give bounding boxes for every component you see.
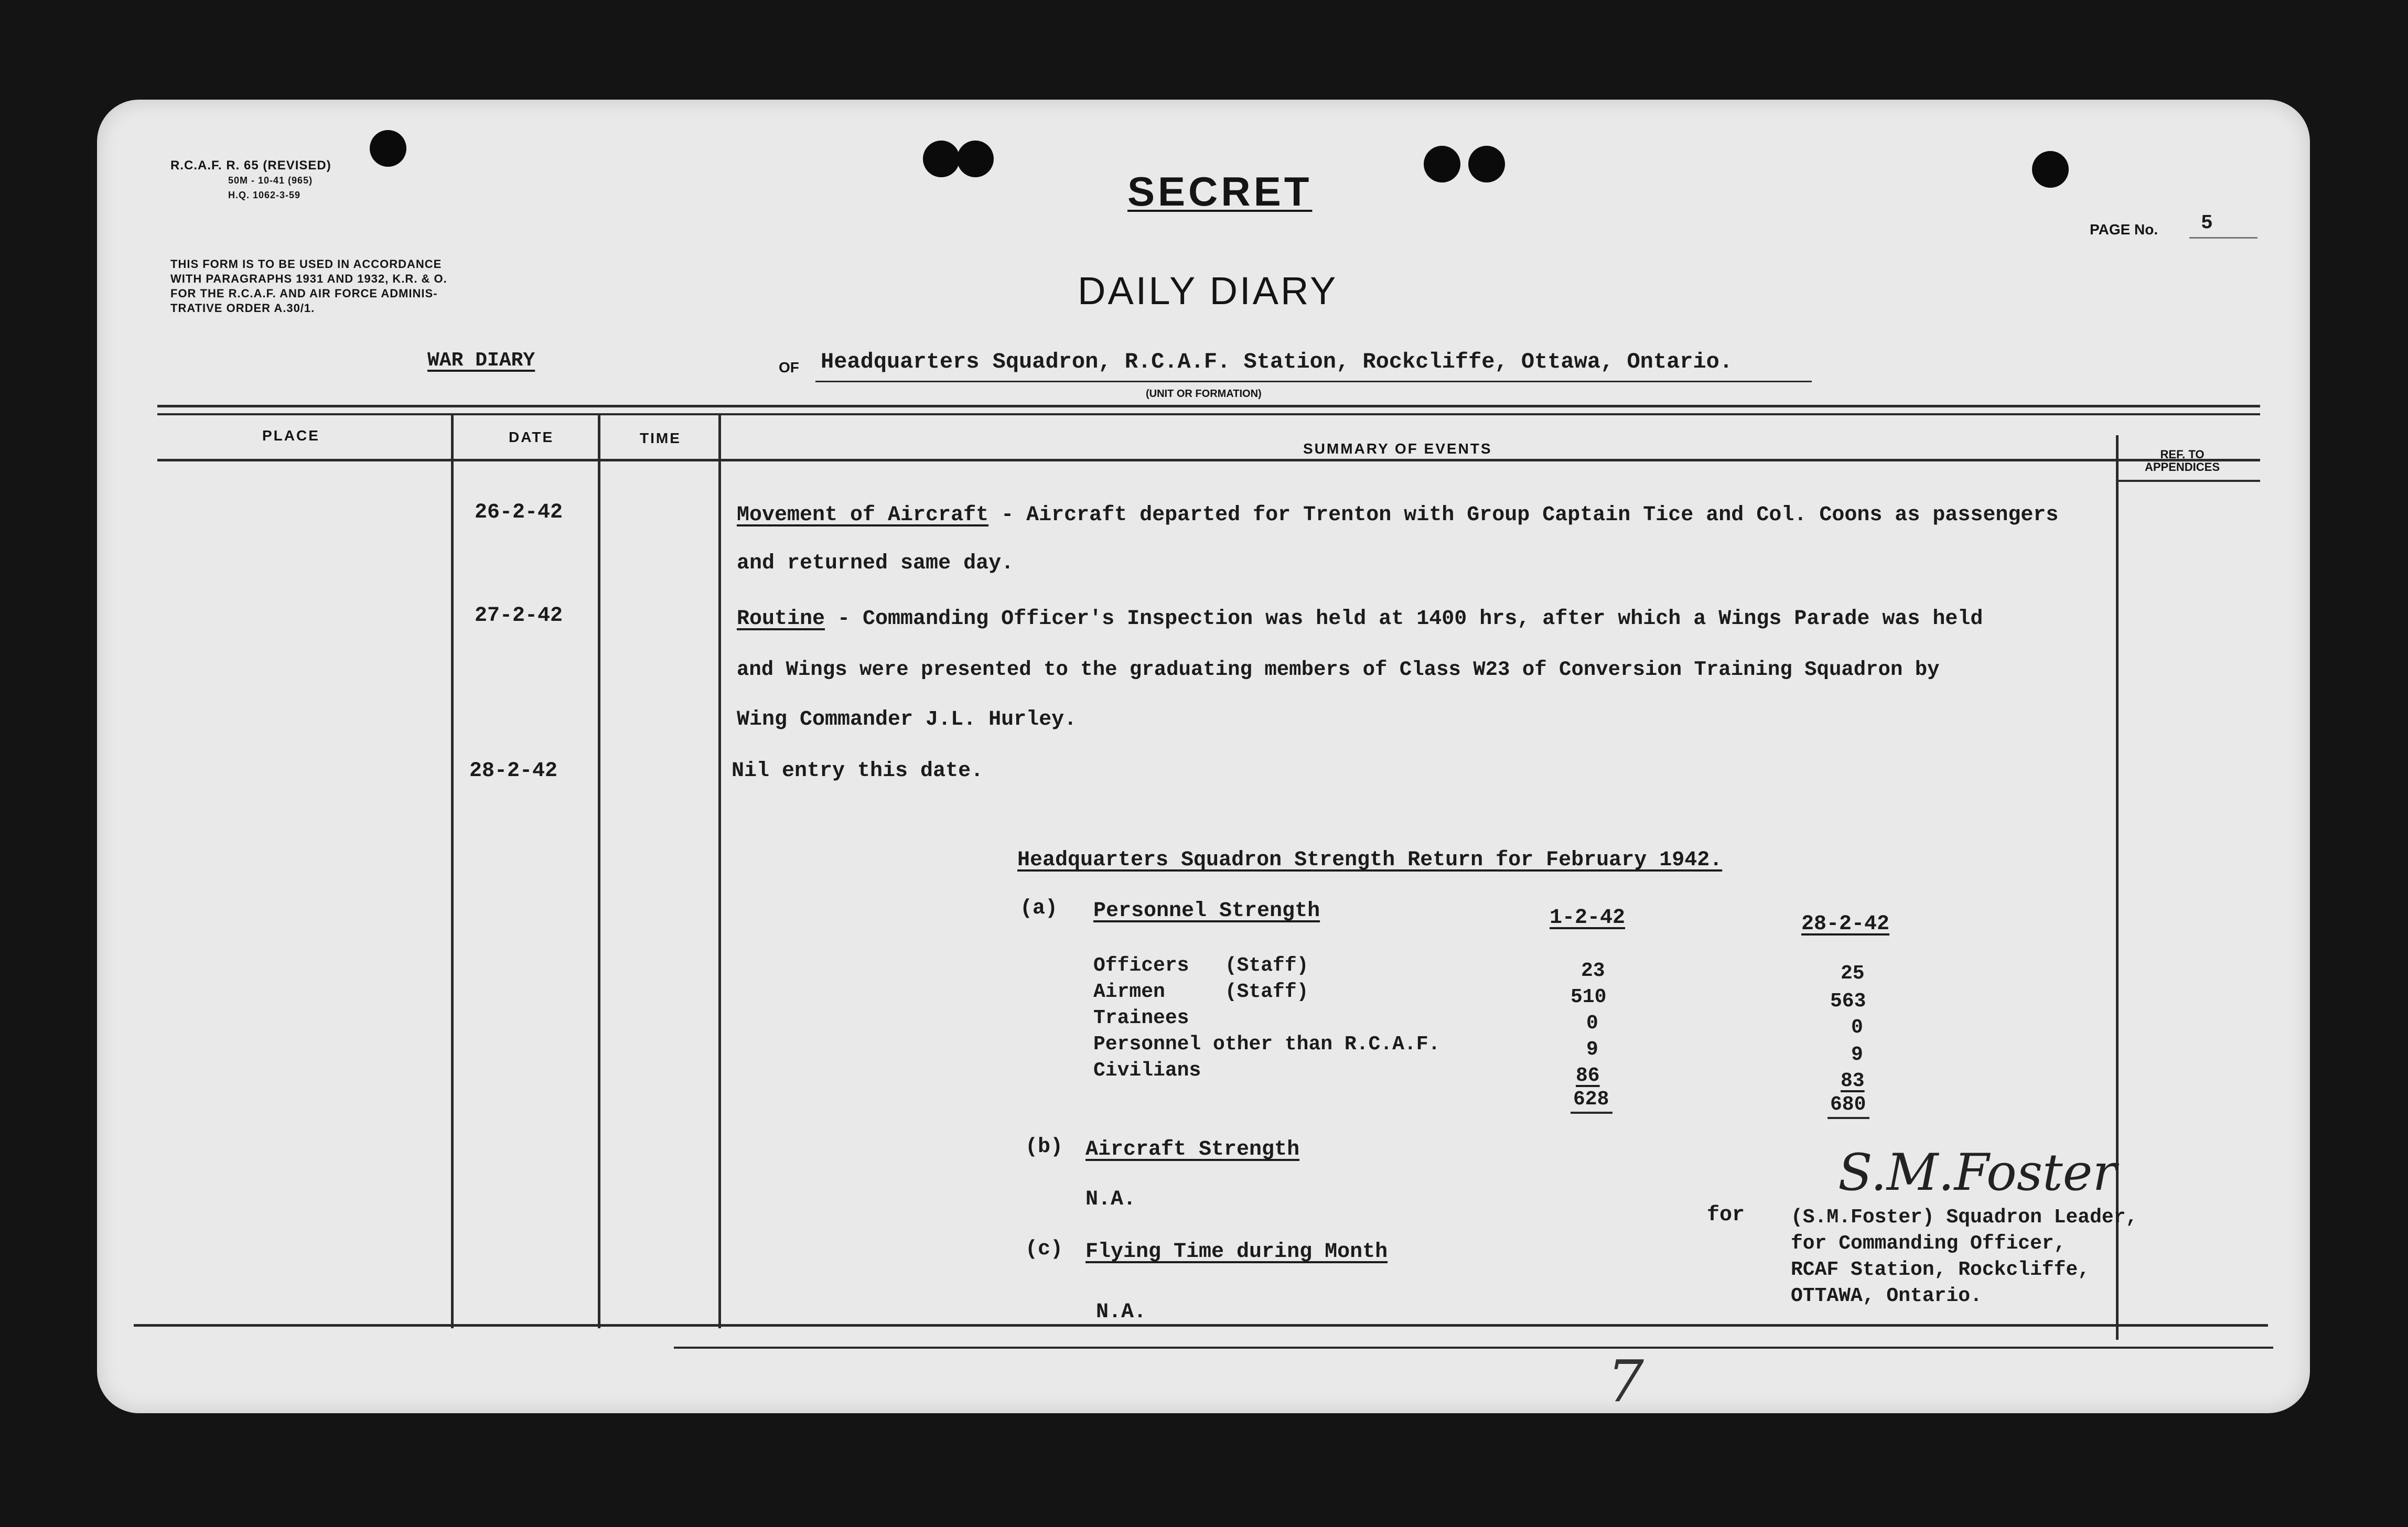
punch-hole: [370, 130, 406, 167]
section-c-heading: Flying Time during Month: [1085, 1240, 1388, 1264]
classification-label: SECRET: [1127, 168, 1313, 214]
entry-line: Nil entry this date.: [732, 759, 984, 783]
header-rule: [157, 459, 2260, 461]
strength-return-title: Headquarters Squadron Strength Return for February 1942.: [1017, 848, 1723, 872]
handwritten-signature: S.M.Foster: [1838, 1143, 2117, 1202]
entry-line: - Commanding Officer's Inspection was held at 1400 hrs, after which a Wings Parade was held: [825, 607, 1983, 631]
page-title: DAILY DIARY: [1078, 269, 1338, 313]
strength-value-2: 563: [1830, 990, 1866, 1013]
section-b-value: N.A.: [1085, 1188, 1136, 1211]
strength-value-2: 0: [1851, 1016, 1863, 1039]
entry-text: [737, 607, 1983, 631]
entry-heading: Routine: [737, 607, 825, 631]
strength-value-1: 23: [1581, 960, 1605, 982]
strength-label: Officers (Staff): [1093, 954, 1309, 977]
entry-date: 28-2-42: [469, 759, 558, 783]
table-top-rule: [157, 405, 2260, 407]
column-header-date: DATE: [509, 429, 554, 445]
form-code-line: R.C.A.F. R. 65 (REVISED): [170, 158, 331, 173]
section-b-label: (b): [1025, 1135, 1063, 1159]
strength-value-1: 510: [1571, 986, 1607, 1008]
strength-value-1: 9: [1586, 1038, 1598, 1061]
strength-label: Personnel other than R.C.A.F.: [1093, 1033, 1440, 1056]
strength-value-1: 86: [1576, 1064, 1600, 1087]
punch-hole: [1424, 146, 1460, 182]
unit-underline: [815, 381, 1812, 382]
total-underline: [1828, 1117, 1869, 1119]
section-b-heading: Aircraft Strength: [1085, 1138, 1300, 1162]
signature-line: OTTAWA, Ontario.: [1791, 1285, 1982, 1307]
diary-page: [97, 100, 2310, 1413]
strength-label: Trainees: [1093, 1007, 1189, 1029]
instruction-line: THIS FORM IS TO BE USED IN ACCORDANCE: [170, 257, 442, 271]
column-header-place: PLACE: [262, 427, 320, 444]
entry-line: - Aircraft departed for Trenton with Group Captain Tice and Col. Coons as passengers: [988, 503, 2059, 527]
instruction-line: TRATIVE ORDER A.30/1.: [170, 302, 315, 315]
entry-heading: Movement of Aircraft: [737, 503, 989, 527]
ref-line: REF. TO: [2160, 448, 2205, 461]
page-number-rule: [2189, 237, 2258, 239]
entry-line: and returned same day.: [737, 552, 1014, 575]
instruction-line: WITH PARAGRAPHS 1931 AND 1932, K.R. & O.: [170, 272, 447, 285]
column-rule: [598, 413, 600, 1328]
column-header-time: TIME: [640, 430, 681, 446]
form-code: [170, 158, 331, 202]
column-date-2: 28-2-42: [1801, 912, 1890, 936]
strength-value-2: 83: [1841, 1070, 1865, 1092]
form-instructions: [170, 257, 447, 316]
strength-total-1: 628: [1573, 1088, 1609, 1111]
ref-header-rule: [2119, 480, 2260, 482]
column-rule: [2116, 435, 2119, 1340]
column-rule: [451, 413, 454, 1328]
punch-hole: [1468, 146, 1505, 182]
strength-value-1: 0: [1586, 1012, 1598, 1035]
punch-hole: [2032, 151, 2069, 188]
column-header-summary: SUMMARY OF EVENTS: [1303, 440, 1492, 457]
strength-value-2: 9: [1851, 1044, 1863, 1066]
section-a-label: (a): [1020, 897, 1058, 920]
instruction-line: FOR THE R.C.A.F. AND AIR FORCE ADMINIS-: [170, 287, 438, 300]
column-date-1: 1-2-42: [1550, 906, 1626, 930]
form-code-line: 50M - 10-41 (965): [228, 175, 313, 186]
punch-hole: [957, 141, 994, 177]
form-code-line: H.Q. 1062-3-59: [228, 190, 301, 200]
margin-mark: 7: [1607, 1348, 1644, 1415]
strength-total-2: 680: [1830, 1093, 1866, 1116]
unit-name: Headquarters Squadron, R.C.A.F. Station, Rockcliffe, Ottawa, Ontario.: [821, 349, 1733, 374]
entry-date: 26-2-42: [475, 501, 563, 524]
section-a-heading: Personnel Strength: [1093, 899, 1320, 923]
entry-line: and Wings were presented to the graduating members of Class W23 of Conversion Training Squadron by: [737, 658, 1940, 681]
section-c-label: (c): [1025, 1238, 1063, 1261]
entry-date: 27-2-42: [475, 604, 563, 628]
table-top-rule: [157, 413, 2260, 415]
unit-caption: (UNIT OR FORMATION): [1146, 388, 1262, 400]
punch-hole: [923, 141, 960, 177]
table-bottom-rule: [134, 1324, 2268, 1327]
of-label: OF: [779, 359, 799, 375]
signature-line: for Commanding Officer,: [1791, 1232, 2066, 1255]
entry-line: Wing Commander J.L. Hurley.: [737, 708, 1077, 732]
column-header-ref: [2145, 448, 2220, 474]
page-number: 5: [2201, 212, 2213, 234]
signature-for: for: [1707, 1203, 1745, 1227]
column-rule: [718, 413, 721, 1328]
signature-line: (S.M.Foster) Squadron Leader,: [1791, 1206, 2138, 1229]
diary-type: WAR DIARY: [427, 349, 535, 372]
page-number-label: PAGE No.: [2090, 221, 2158, 238]
table-bottom-rule: [674, 1347, 2273, 1349]
strength-label: Airmen (Staff): [1093, 981, 1309, 1003]
ref-line: APPENDICES: [2145, 460, 2220, 474]
entry-text: [737, 503, 2058, 527]
total-underline: [1571, 1112, 1612, 1114]
strength-label: Civilians: [1093, 1059, 1201, 1082]
strength-value-2: 25: [1841, 962, 1865, 985]
section-c-value: N.A.: [1096, 1300, 1147, 1324]
signature-line: RCAF Station, Rockcliffe,: [1791, 1259, 2090, 1281]
